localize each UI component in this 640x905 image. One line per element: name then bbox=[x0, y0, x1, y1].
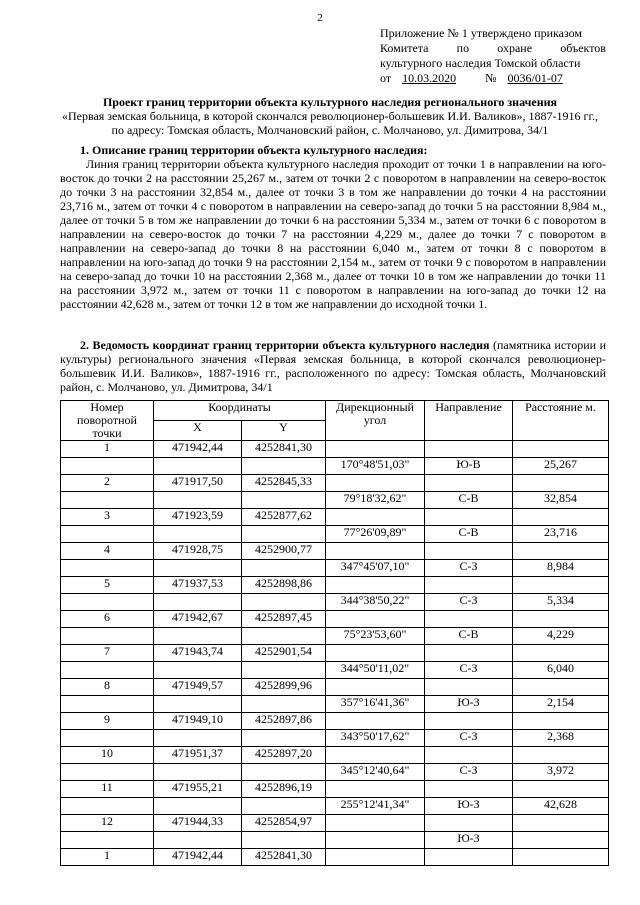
cell-direction: С-В bbox=[425, 628, 513, 645]
cell-angle bbox=[326, 679, 425, 696]
cell-distance bbox=[513, 781, 609, 798]
cell-angle: 343°50'17,62" bbox=[326, 730, 425, 747]
table-row bbox=[61, 696, 609, 713]
cell-angle: 357°16'41,36" bbox=[326, 696, 425, 713]
cell-x bbox=[154, 798, 242, 815]
cell-direction: С-З bbox=[425, 764, 513, 781]
cell-y: 4252901,54 bbox=[242, 645, 326, 662]
cell-distance: 6,040 bbox=[513, 662, 609, 679]
cell-y: 4252877,62 bbox=[242, 509, 326, 526]
cell-y bbox=[242, 662, 326, 679]
cell-point bbox=[61, 798, 154, 815]
table-row bbox=[61, 713, 609, 730]
header-distance: Расстояние м. bbox=[513, 401, 609, 441]
cell-direction: С-З bbox=[425, 594, 513, 611]
coordinates-table bbox=[60, 400, 609, 866]
cell-x: 471944,33 bbox=[154, 815, 242, 832]
cell-point bbox=[61, 764, 154, 781]
approval-word: объектов bbox=[560, 41, 606, 55]
cell-point: 11 bbox=[61, 781, 154, 798]
cell-y: 4252900,77 bbox=[242, 543, 326, 560]
cell-distance bbox=[513, 747, 609, 764]
cell-y bbox=[242, 458, 326, 475]
cell-x: 471942,67 bbox=[154, 611, 242, 628]
cell-direction bbox=[425, 441, 513, 458]
cell-direction bbox=[425, 679, 513, 696]
approval-line-3: культурного наследия Томской области bbox=[380, 56, 581, 70]
cell-angle bbox=[326, 611, 425, 628]
cell-direction bbox=[425, 509, 513, 526]
cell-angle bbox=[326, 849, 425, 866]
cell-direction bbox=[425, 645, 513, 662]
cell-y: 4252841,30 bbox=[242, 441, 326, 458]
cell-point: 9 bbox=[61, 713, 154, 730]
cell-angle bbox=[326, 815, 425, 832]
cell-y: 4252897,86 bbox=[242, 713, 326, 730]
cell-x: 471942,44 bbox=[154, 849, 242, 866]
approval-word: охране bbox=[497, 41, 533, 55]
cell-x: 471951,37 bbox=[154, 747, 242, 764]
table-row bbox=[61, 577, 609, 594]
cell-distance: 42,628 bbox=[513, 798, 609, 815]
cell-x bbox=[154, 594, 242, 611]
header-direction: Направление bbox=[425, 401, 513, 441]
approval-line-2 bbox=[380, 41, 606, 56]
cell-y: 4252897,20 bbox=[242, 747, 326, 764]
cell-x bbox=[154, 526, 242, 543]
cell-direction bbox=[425, 849, 513, 866]
section-1-heading: 1. Описание границ территории объекта культурного наследия: bbox=[80, 143, 428, 157]
cell-x bbox=[154, 764, 242, 781]
approval-number: 0036/01-07 bbox=[507, 71, 563, 85]
cell-direction bbox=[425, 815, 513, 832]
cell-x bbox=[154, 832, 242, 849]
cell-y: 4252845,33 bbox=[242, 475, 326, 492]
cell-y bbox=[242, 696, 326, 713]
cell-x bbox=[154, 730, 242, 747]
cell-x: 471949,10 bbox=[154, 713, 242, 730]
cell-y: 4252899,96 bbox=[242, 679, 326, 696]
section-1-text: Линия границ территории объекта культурного наследия проходит от точки 1 в направлении на юго-восток до точки 2 на расстоянии 25,267 м., затем от точки 2 с поворотом в направлении на северо-восток до точки 3 на расстоянии 32,854 м., далее от точки 3 в том же направлении до точки 4 на расстоянии 23,716 м., затем от точки 4 с поворотом в направлении на северо-запад до точки 5 на расстоянии 8,984 м., далее от точки 5 в том же направлении до точки 6 на расстоянии 5,334 м., затем от точки 6 с поворотом в направлении на северо-восток до точки 7 на расстоянии 4,229 м., далее до точки 7 с поворотом в направлении на северо-запад до точки 8 на расстоянии 6,040 м., затем от точки 8 с поворотом в направлении на юго-запад до точки 9 на расстоянии 2,154 м., затем от точки 9 с поворотом в направлении на северо-запад до точки 10 на расстоянии 2,368 м., далее от точки 10 в том же направлении до точки 11 на расстоянии 3,972 м., затем от точки 11 с поворотом в направлении на юго-запад до точки 12 на расстоянии 42,628 м., затем от точки 12 в том же направлении до исходной точки 1. bbox=[60, 157, 606, 311]
cell-angle bbox=[326, 645, 425, 662]
cell-angle bbox=[326, 543, 425, 560]
cell-angle: 77°26'09,89" bbox=[326, 526, 425, 543]
cell-y bbox=[242, 492, 326, 509]
cell-distance: 3,972 bbox=[513, 764, 609, 781]
section-2-paragraph bbox=[60, 338, 606, 394]
approval-word: по bbox=[456, 41, 470, 55]
cell-angle bbox=[326, 441, 425, 458]
header-y: Y bbox=[242, 421, 326, 441]
cell-x: 471949,57 bbox=[154, 679, 242, 696]
cell-distance bbox=[513, 475, 609, 492]
section-2 bbox=[60, 338, 606, 394]
cell-angle: 79°18'32,62" bbox=[326, 492, 425, 509]
cell-angle: 170°48'51,03" bbox=[326, 458, 425, 475]
table-row bbox=[61, 509, 609, 526]
cell-distance bbox=[513, 441, 609, 458]
cell-angle: 344°38'50,22" bbox=[326, 594, 425, 611]
cell-point bbox=[61, 594, 154, 611]
cell-angle bbox=[326, 713, 425, 730]
cell-y bbox=[242, 832, 326, 849]
cell-angle: 345°12'40,64" bbox=[326, 764, 425, 781]
cell-angle: 75°23'53,60" bbox=[326, 628, 425, 645]
cell-point: 7 bbox=[61, 645, 154, 662]
cell-direction: Ю-З bbox=[425, 696, 513, 713]
table-row bbox=[61, 628, 609, 645]
header-point-number: Номер поворотной точки bbox=[61, 401, 154, 441]
approval-line-4 bbox=[380, 71, 606, 86]
cell-distance bbox=[513, 611, 609, 628]
cell-point: 8 bbox=[61, 679, 154, 696]
section-2-heading: 2. Ведомость координат границ территории объекта культурного наследия bbox=[80, 338, 490, 352]
section-1 bbox=[60, 143, 606, 311]
table-row bbox=[61, 798, 609, 815]
cell-angle: 344°50'11,02" bbox=[326, 662, 425, 679]
cell-x: 471917,50 bbox=[154, 475, 242, 492]
cell-x: 471955,21 bbox=[154, 781, 242, 798]
cell-x bbox=[154, 662, 242, 679]
cell-distance: 2,368 bbox=[513, 730, 609, 747]
approval-ot: от bbox=[380, 71, 392, 85]
cell-distance bbox=[513, 832, 609, 849]
header-direction-angle: Дирекционный угол bbox=[326, 401, 425, 441]
cell-direction bbox=[425, 781, 513, 798]
cell-angle bbox=[326, 781, 425, 798]
cell-point bbox=[61, 492, 154, 509]
cell-distance: 2,154 bbox=[513, 696, 609, 713]
cell-point: 3 bbox=[61, 509, 154, 526]
cell-y bbox=[242, 526, 326, 543]
cell-distance bbox=[513, 543, 609, 560]
cell-y: 4252898,86 bbox=[242, 577, 326, 594]
cell-distance bbox=[513, 577, 609, 594]
cell-direction bbox=[425, 713, 513, 730]
table-row bbox=[61, 560, 609, 577]
cell-distance bbox=[513, 849, 609, 866]
table-row bbox=[61, 645, 609, 662]
cell-angle bbox=[326, 475, 425, 492]
cell-direction: С-З bbox=[425, 730, 513, 747]
cell-y bbox=[242, 764, 326, 781]
cell-point: 2 bbox=[61, 475, 154, 492]
cell-x bbox=[154, 458, 242, 475]
cell-point: 12 bbox=[61, 815, 154, 832]
cell-point bbox=[61, 696, 154, 713]
cell-angle bbox=[326, 577, 425, 594]
table-row bbox=[61, 611, 609, 628]
table-row bbox=[61, 441, 609, 458]
cell-y bbox=[242, 798, 326, 815]
cell-point bbox=[61, 730, 154, 747]
approval-block bbox=[380, 26, 606, 86]
cell-distance bbox=[513, 679, 609, 696]
cell-angle bbox=[326, 747, 425, 764]
table-row bbox=[61, 543, 609, 560]
cell-y: 4252897,45 bbox=[242, 611, 326, 628]
table-row bbox=[61, 730, 609, 747]
cell-direction: С-З bbox=[425, 560, 513, 577]
cell-distance bbox=[513, 713, 609, 730]
header-x: X bbox=[154, 421, 242, 441]
cell-x bbox=[154, 628, 242, 645]
cell-direction: Ю-З bbox=[425, 798, 513, 815]
title-subtitle: «Первая земская больница, в которой скончался революционер-большевик И.И. Валиков», 1887-1916 гг., по адресу: Томская область, Молчановский район, с. Молчаново, ул. Димитрова, 34/1 bbox=[61, 109, 599, 137]
cell-point: 6 bbox=[61, 611, 154, 628]
cell-y: 4252896,19 bbox=[242, 781, 326, 798]
table-row bbox=[61, 458, 609, 475]
cell-direction: Ю-З bbox=[425, 832, 513, 849]
cell-angle bbox=[326, 509, 425, 526]
cell-distance: 5,334 bbox=[513, 594, 609, 611]
cell-direction bbox=[425, 577, 513, 594]
approval-line-1: Приложение № 1 утверждено приказом bbox=[380, 26, 583, 40]
cell-distance bbox=[513, 815, 609, 832]
cell-angle bbox=[326, 832, 425, 849]
cell-x bbox=[154, 492, 242, 509]
approval-no-sign: № bbox=[485, 71, 497, 85]
cell-direction bbox=[425, 475, 513, 492]
cell-direction: С-З bbox=[425, 662, 513, 679]
cell-x: 471943,74 bbox=[154, 645, 242, 662]
cell-angle: 347°45'07,10" bbox=[326, 560, 425, 577]
cell-x: 471942,44 bbox=[154, 441, 242, 458]
cell-x bbox=[154, 560, 242, 577]
cell-point: 1 bbox=[61, 441, 154, 458]
cell-y: 4252841,30 bbox=[242, 849, 326, 866]
cell-point bbox=[61, 458, 154, 475]
cell-x: 471928,75 bbox=[154, 543, 242, 560]
cell-x: 471923,59 bbox=[154, 509, 242, 526]
table-row bbox=[61, 526, 609, 543]
cell-distance: 25,267 bbox=[513, 458, 609, 475]
cell-distance bbox=[513, 509, 609, 526]
cell-point bbox=[61, 832, 154, 849]
cell-direction bbox=[425, 611, 513, 628]
cell-point: 5 bbox=[61, 577, 154, 594]
table-row bbox=[61, 662, 609, 679]
table-row bbox=[61, 832, 609, 849]
cell-distance: 23,716 bbox=[513, 526, 609, 543]
header-coordinates: Координаты bbox=[154, 401, 326, 421]
table-row bbox=[61, 781, 609, 798]
table-row bbox=[61, 594, 609, 611]
table-row bbox=[61, 679, 609, 696]
cell-direction bbox=[425, 747, 513, 764]
cell-y bbox=[242, 628, 326, 645]
cell-point bbox=[61, 662, 154, 679]
cell-x bbox=[154, 696, 242, 713]
cell-angle: 255°12'41,34" bbox=[326, 798, 425, 815]
cell-distance: 32,854 bbox=[513, 492, 609, 509]
table-row bbox=[61, 492, 609, 509]
cell-y bbox=[242, 730, 326, 747]
document-title bbox=[60, 95, 600, 137]
table-row bbox=[61, 475, 609, 492]
cell-distance bbox=[513, 645, 609, 662]
cell-point bbox=[61, 526, 154, 543]
title-bold: Проект границ территории объекта культурного наследия регионального значения bbox=[102, 95, 558, 109]
approval-word: Комитета bbox=[380, 41, 429, 55]
table-row bbox=[61, 764, 609, 781]
cell-point: 10 bbox=[61, 747, 154, 764]
approval-date: 10.03.2020 bbox=[402, 71, 457, 85]
cell-direction: С-В bbox=[425, 492, 513, 509]
cell-y bbox=[242, 560, 326, 577]
cell-point bbox=[61, 628, 154, 645]
page-number: 2 bbox=[317, 12, 323, 24]
cell-direction: С-В bbox=[425, 526, 513, 543]
cell-x: 471937,53 bbox=[154, 577, 242, 594]
cell-point: 1 bbox=[61, 849, 154, 866]
cell-distance: 8,984 bbox=[513, 560, 609, 577]
cell-direction bbox=[425, 543, 513, 560]
table-row bbox=[61, 849, 609, 866]
table-row bbox=[61, 747, 609, 764]
cell-y: 4252854,97 bbox=[242, 815, 326, 832]
cell-point bbox=[61, 560, 154, 577]
cell-distance: 4,229 bbox=[513, 628, 609, 645]
cell-direction: Ю-В bbox=[425, 458, 513, 475]
table-row bbox=[61, 815, 609, 832]
cell-y bbox=[242, 594, 326, 611]
cell-point: 4 bbox=[61, 543, 154, 560]
section-2-text: (памятника истории и культуры) регионального значения «Первая земская больница, в которой скончался революционер-большевик И.И. Валиков», 1887-1916 гг., расположенного по адресу: Томская область, Молчановский район, с. Молчаново, ул. Димитрова, 34/1 bbox=[60, 338, 606, 394]
